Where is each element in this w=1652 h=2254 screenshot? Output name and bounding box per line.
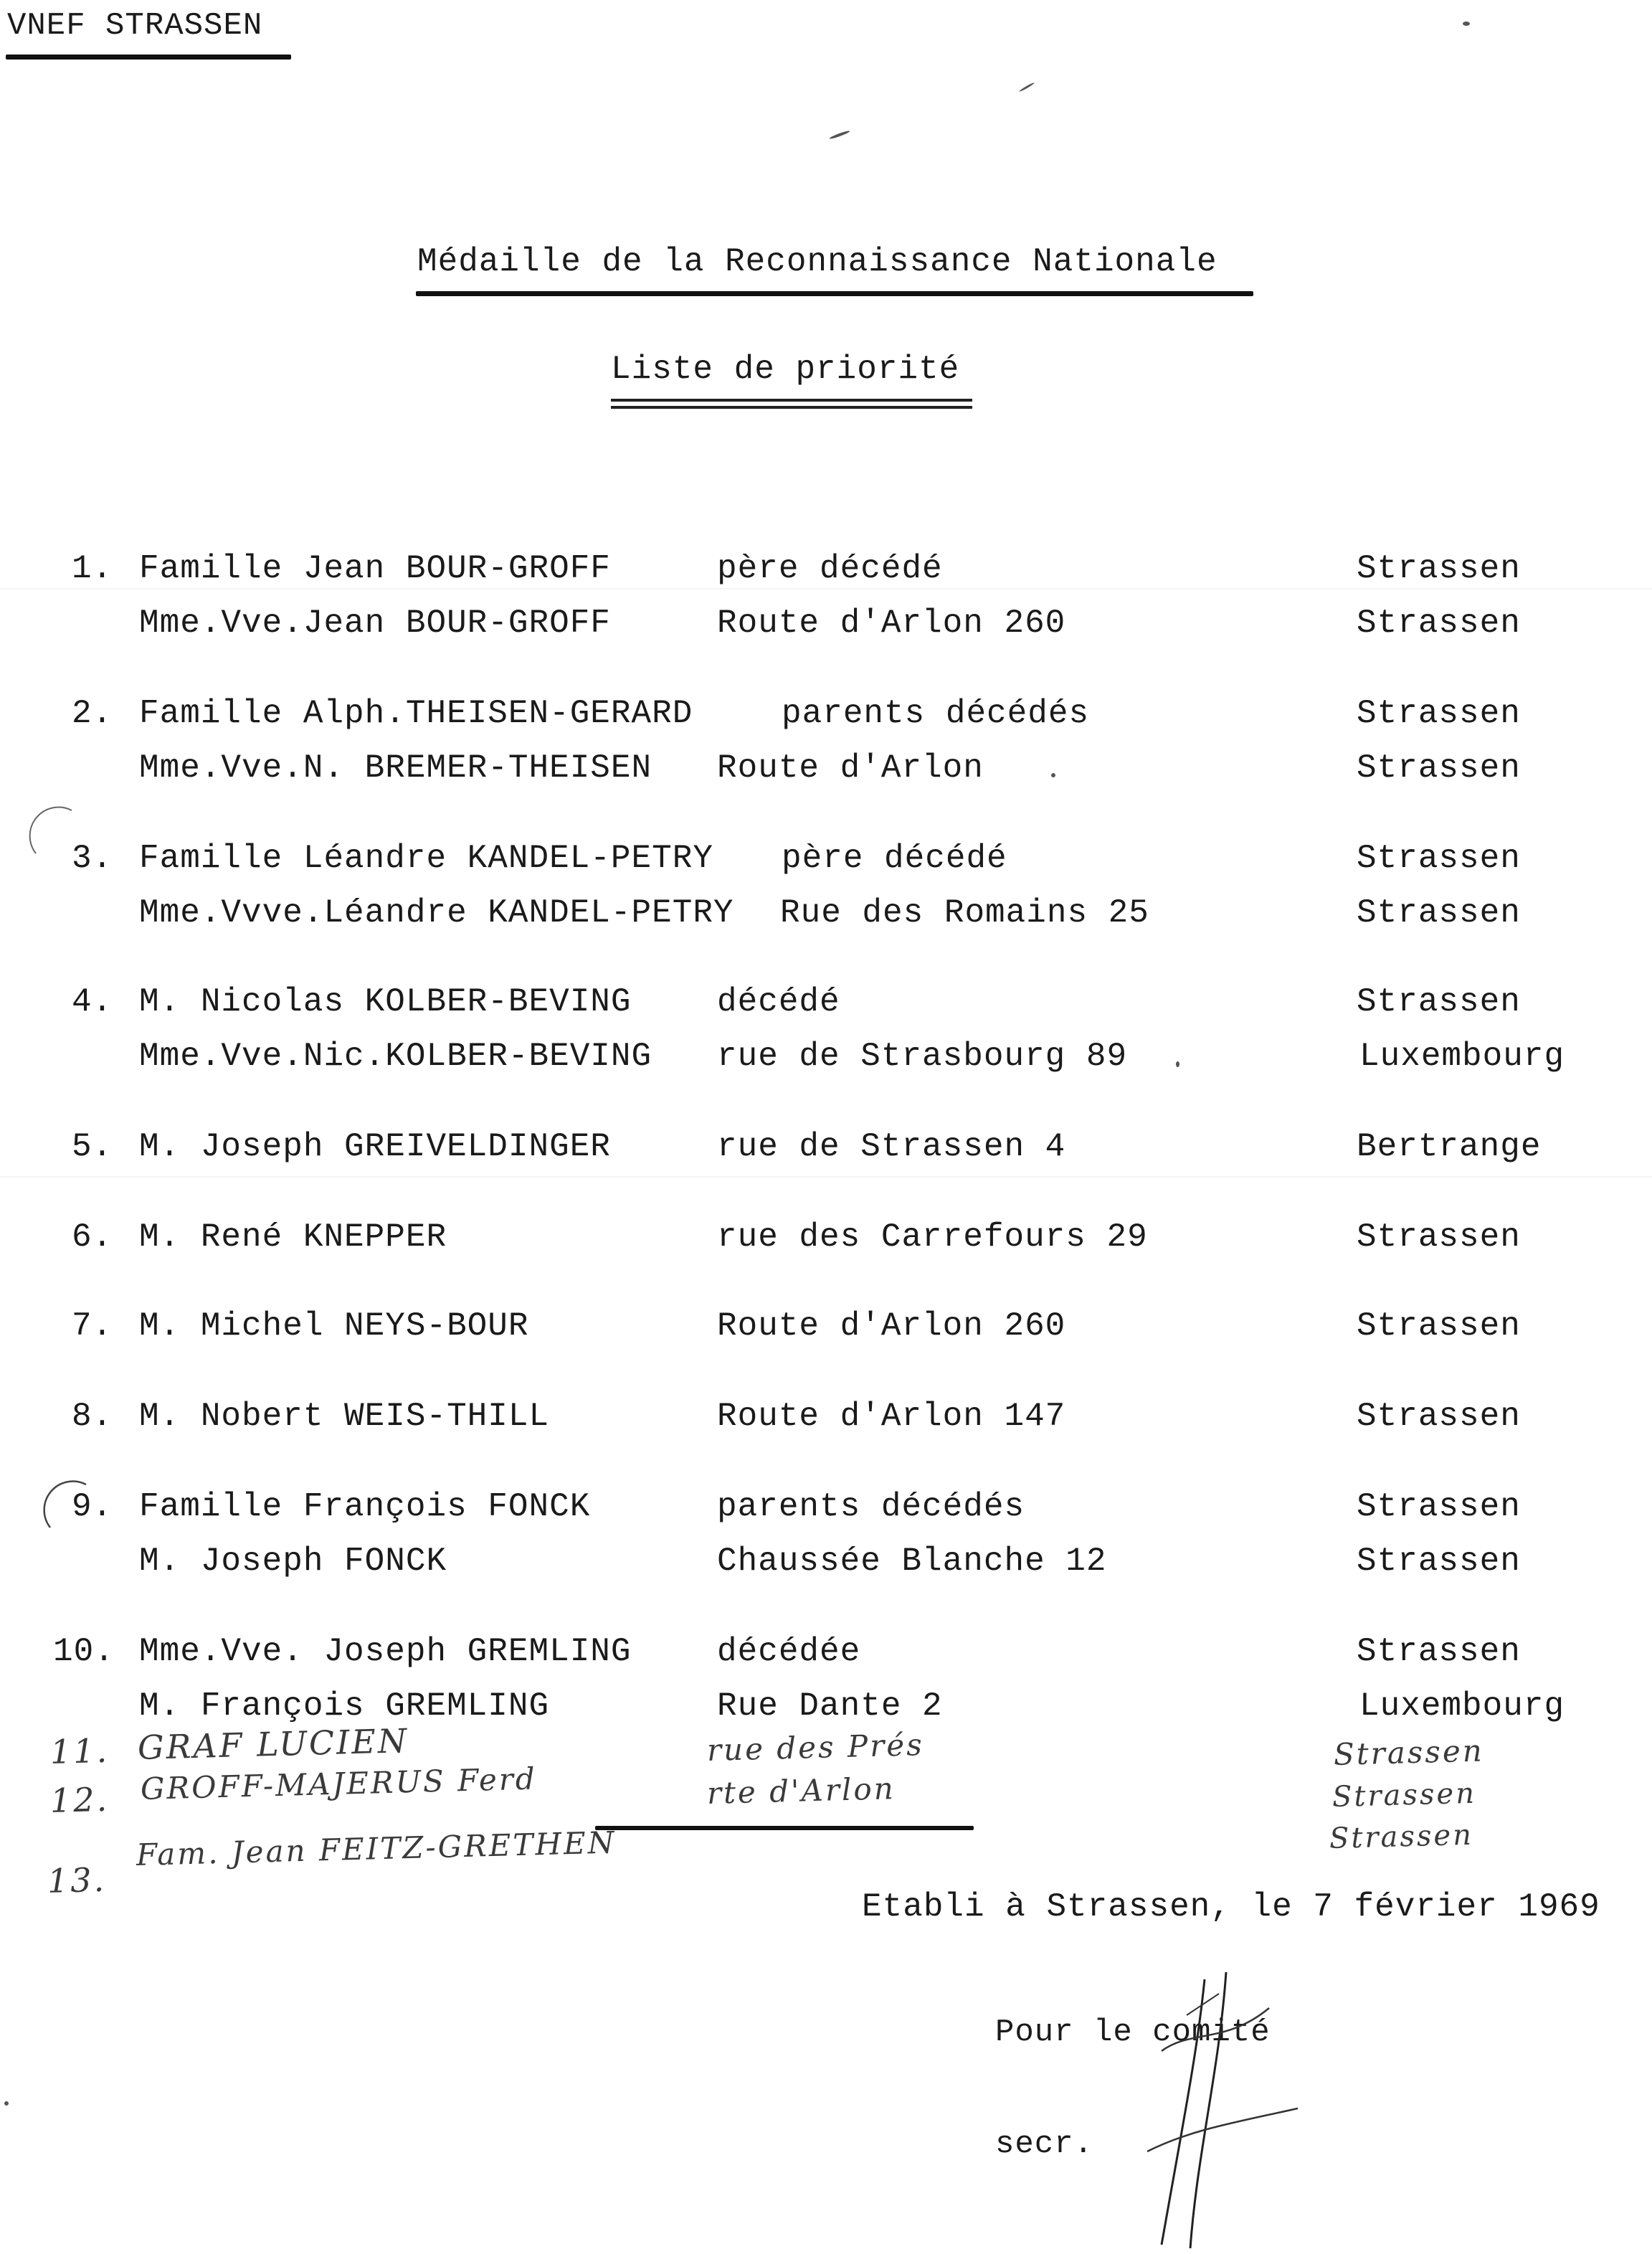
entry-number: 1. [72, 550, 113, 587]
entry-number: 8. [72, 1398, 113, 1435]
document-title-underline [416, 291, 1253, 296]
entry-locality: Strassen [1357, 1398, 1521, 1435]
entry-locality: Luxembourg [1359, 1038, 1565, 1075]
entry-name: Mme.Vvve.Léandre KANDEL-PETRY [139, 894, 734, 932]
fold-line [0, 1176, 1652, 1178]
dust-speck [1463, 22, 1470, 26]
entry-number: 10. [53, 1633, 115, 1670]
document-subtitle: Liste de priorité [611, 351, 960, 388]
entry-locality: Strassen [1357, 695, 1521, 732]
entry-name: M. François GREMLING [139, 1687, 550, 1725]
handwritten-number: 12. [49, 1779, 110, 1820]
entry-number: 4. [72, 983, 113, 1021]
entry-info: Rue Dante 2 [717, 1687, 943, 1725]
entry-name: M. Nicolas KOLBER-BEVING [139, 983, 632, 1021]
entry-number: 7. [72, 1307, 113, 1345]
established-line: Etabli à Strassen, le 7 février 1969 [862, 1888, 1600, 1926]
secretary-label: secr. [995, 2126, 1094, 2162]
entry-locality: Strassen [1357, 1633, 1521, 1670]
entry-number: 6. [72, 1218, 113, 1256]
handwritten-name: Fam. Jean FEITZ-GRETHEN [136, 1824, 617, 1872]
handwritten-info: rte d'Arlon [706, 1771, 896, 1811]
document-title: Médaille de la Reconnaissance Nationale [417, 243, 1217, 280]
entry-name: Mme.Vve. Joseph GREMLING [139, 1633, 632, 1670]
handwritten-divider [595, 1826, 974, 1830]
handwritten-locality: Strassen [1329, 1818, 1474, 1855]
entry-locality: Bertrange [1357, 1128, 1542, 1165]
punch-hole-mark [36, 1477, 100, 1542]
org-header-underline [6, 55, 291, 60]
entry-name: Mme.Vve.N. BREMER-THEISEN [139, 749, 652, 787]
handwritten-number: 13. [47, 1860, 107, 1900]
entry-info: rue de Strasbourg 89 [717, 1038, 1128, 1075]
entry-locality: Strassen [1357, 550, 1521, 587]
entry-locality: Strassen [1357, 1543, 1521, 1580]
entry-info: père décédé [782, 840, 1007, 877]
handwritten-name: GROFF-MAJERUS Ferd [140, 1761, 538, 1806]
document-subtitle-underline [611, 399, 972, 409]
entry-info: Rue des Romains 25 [780, 894, 1149, 932]
dust-speck [829, 130, 850, 140]
entry-info: Route d'Arlon [717, 749, 984, 787]
entry-locality: Strassen [1357, 1307, 1521, 1345]
committee-line: Pour le comité [995, 2014, 1271, 2050]
entry-name: M. Joseph FONCK [139, 1543, 447, 1580]
entry-name: M. René KNEPPER [139, 1218, 447, 1256]
entry-name: Mme.Vve.Nic.KOLBER-BEVING [139, 1038, 652, 1075]
entry-info: Route d'Arlon 260 [717, 1307, 1066, 1345]
punch-hole-mark [22, 803, 86, 868]
handwritten-name: GRAF LUCIEN [137, 1721, 409, 1767]
dust-speck [1051, 773, 1055, 777]
entry-number: 5. [72, 1128, 113, 1165]
entry-info: Route d'Arlon 147 [717, 1398, 1066, 1435]
org-header: VNEF STRASSEN [7, 8, 263, 44]
entry-name: M. Nobert WEIS-THILL [139, 1398, 550, 1435]
entry-locality: Strassen [1357, 1488, 1521, 1525]
entry-number: 2. [72, 695, 113, 732]
entry-info: décédé [717, 983, 840, 1021]
entry-locality: Strassen [1357, 749, 1521, 787]
entry-name: Famille Alph.THEISEN-GERARD [139, 695, 693, 732]
handwritten-locality: Strassen [1331, 1776, 1477, 1814]
signature-mark [1119, 1965, 1305, 2252]
handwritten-number: 11. [49, 1730, 110, 1771]
entry-info: décédée [717, 1633, 861, 1670]
dust-speck [1176, 1061, 1179, 1067]
dust-speck [4, 2101, 9, 2106]
entry-info: parents décédés [717, 1488, 1025, 1525]
entry-locality: Strassen [1357, 983, 1521, 1021]
entry-info: parents décédés [782, 695, 1090, 732]
entry-name: Famille Léandre KANDEL-PETRY [139, 840, 713, 877]
entry-name: M. Joseph GREIVELDINGER [139, 1128, 611, 1165]
entry-name: M. Michel NEYS-BOUR [139, 1307, 529, 1345]
entry-name: Famille François FONCK [139, 1488, 591, 1525]
entry-info: père décédé [717, 550, 943, 587]
entry-info: Chaussée Blanche 12 [717, 1543, 1107, 1580]
fold-line [0, 588, 1652, 589]
entry-number: 9. [72, 1488, 113, 1525]
entry-info: rue de Strassen 4 [717, 1128, 1066, 1165]
entry-locality: Luxembourg [1359, 1687, 1565, 1725]
entry-locality: Strassen [1357, 894, 1521, 932]
handwritten-locality: Strassen [1333, 1733, 1485, 1772]
dust-speck [1019, 82, 1035, 93]
entry-locality: Strassen [1357, 1218, 1521, 1256]
entry-info: rue des Carrefours 29 [717, 1218, 1148, 1256]
entry-info: Route d'Arlon 260 [717, 605, 1066, 642]
entry-name: Famille Jean BOUR-GROFF [139, 550, 611, 587]
entry-locality: Strassen [1357, 840, 1521, 877]
entry-number: 3. [72, 840, 113, 877]
entry-locality: Strassen [1357, 605, 1521, 642]
handwritten-info: rue des Prés [706, 1727, 925, 1768]
entry-name: Mme.Vve.Jean BOUR-GROFF [139, 605, 611, 642]
